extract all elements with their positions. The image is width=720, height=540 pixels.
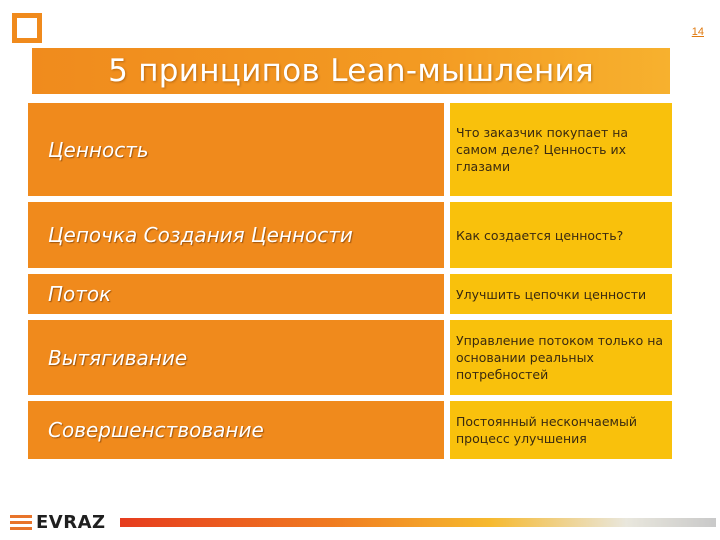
principle-name-cell	[28, 401, 444, 459]
principle-name: Совершенствование	[48, 418, 264, 442]
principle-description-cell	[450, 103, 672, 196]
principle-description-cell	[450, 202, 672, 268]
principle-description: Улучшить цепочки ценности	[456, 286, 647, 302]
evraz-logo-text: EVRAZ	[36, 512, 106, 533]
principle-name: Вытягивание	[48, 345, 188, 370]
slide-title: 5 принципов Lean-мышления	[108, 53, 594, 89]
principle-description: Что заказчик покупает на самом деле? Ценность их глазами	[456, 125, 629, 174]
title-banner	[32, 48, 670, 94]
principle-name-cell	[28, 103, 444, 196]
principle-name-cell	[28, 320, 444, 395]
evraz-logo-icon	[10, 515, 32, 530]
principle-row	[28, 320, 672, 395]
principle-description-cell	[450, 401, 672, 459]
principle-row	[28, 103, 672, 196]
principle-description: Как создается ценность?	[456, 227, 624, 243]
principle-name-cell	[28, 202, 444, 268]
principle-description: Постоянный нескончаемый процесс улучшения	[456, 414, 637, 446]
principle-description: Управление потоком только на основании реальных потребностей	[456, 333, 664, 382]
principle-name: Поток	[48, 282, 112, 306]
principle-name: Ценность	[48, 137, 149, 162]
principle-row	[28, 401, 672, 459]
page-number-link[interactable]: 14	[691, 26, 704, 38]
evraz-logo	[10, 512, 106, 533]
principle-row	[28, 202, 672, 268]
principle-name: Цепочка Создания Ценности	[48, 223, 353, 247]
principle-row	[28, 274, 672, 314]
principle-description-cell	[450, 274, 672, 314]
principle-name-cell	[28, 274, 444, 314]
footer-gradient-bar	[120, 518, 716, 527]
principle-description-cell	[450, 320, 672, 395]
corner-square-decoration	[12, 13, 42, 43]
